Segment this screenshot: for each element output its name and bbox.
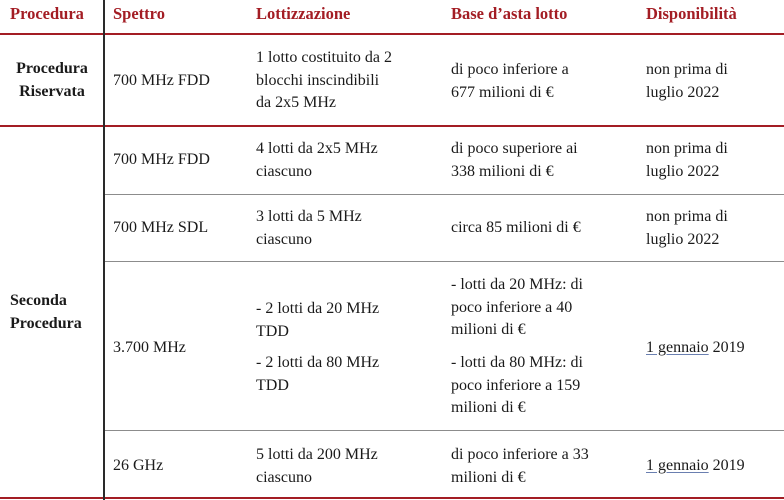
row4-disp-year: 2019	[708, 339, 745, 356]
row5-lottizzazione-line1: 5 lotti da 200 MHz	[256, 446, 378, 463]
row3-base-line1: circa 85 milioni di €	[451, 219, 581, 236]
row4-lottizzazione-a-line1: - 2 lotti da 20 MHz	[256, 300, 380, 317]
procedure-seconda-line2: Procedura	[10, 314, 82, 332]
header-procedura: Procedura	[10, 4, 84, 23]
row2-disp-line1: non prima di	[646, 140, 728, 157]
header-disponibilita: Disponibilità	[646, 4, 737, 23]
procedure-seconda	[10, 290, 82, 335]
row3-disponibilita	[646, 206, 728, 251]
row4-base-b	[451, 352, 583, 420]
row4-base-a	[451, 274, 583, 342]
row1-lottizzazione-line3: da 2x5 MHz	[256, 94, 336, 111]
row5-disponibilita	[646, 455, 745, 478]
row4-disponibilita	[646, 337, 745, 360]
row4-base-a-line3: milioni di €	[451, 321, 526, 338]
row5-spettro: 26 GHz	[113, 457, 164, 474]
row2-disp-line2: luglio 2022	[646, 162, 720, 180]
row1-base-line1: di poco inferiore a	[451, 61, 569, 78]
header-divider	[0, 33, 784, 35]
row4-lottizzazione-b	[256, 352, 379, 397]
row2-lottizzazione-line1: 4 lotti da 2x5 MHz	[256, 140, 378, 157]
row5-lottizzazione	[256, 444, 378, 489]
row4-lottizzazione-a	[256, 298, 379, 343]
procedure-riservata-line1: Procedura	[16, 60, 88, 77]
row1-lottizzazione-line2: blocchi inscindibili	[256, 71, 380, 89]
row1-base-line2: 677 milioni di €	[451, 83, 554, 101]
row1-lottizzazione	[256, 47, 392, 115]
row1-disp-line1: non prima di	[646, 61, 728, 78]
row1-base-asta	[451, 59, 569, 104]
row3-spettro: 700 MHz SDL	[113, 219, 209, 236]
row5-base-asta	[451, 444, 589, 489]
row-divider	[104, 194, 784, 195]
row1-disp-line2: luglio 2022	[646, 83, 720, 101]
header-lottizzazione: Lottizzazione	[256, 4, 351, 23]
row4-base-a-line1: - lotti da 20 MHz: di	[451, 276, 583, 293]
procedure-riservata-line2: Riservata	[19, 82, 85, 100]
row4-base-b-line1: - lotti da 80 MHz: di	[451, 354, 583, 371]
row5-base-line2: milioni di €	[451, 468, 526, 486]
row3-lottizzazione-line2: ciascuno	[256, 230, 312, 248]
row4-base-b-line3: milioni di €	[451, 399, 526, 416]
procedure-riservata	[0, 58, 104, 103]
table-bottom-border	[0, 497, 784, 499]
row2-spettro: 700 MHz FDD	[113, 151, 210, 168]
row3-lottizzazione-line1: 3 lotti da 5 MHz	[256, 208, 362, 225]
row3-base-asta	[451, 217, 581, 240]
header-base-asta: Base d’asta lotto	[451, 4, 568, 23]
row4-base-a-line2: poco inferiore a 40	[451, 298, 573, 316]
row1-spettro: 700 MHz FDD	[113, 72, 210, 89]
row2-disponibilita	[646, 138, 728, 183]
row5-disp-year: 2019	[708, 457, 745, 474]
row2-lottizzazione	[256, 138, 378, 183]
row4-lottizzazione-b-line2: TDD	[256, 376, 289, 394]
row5-base-line1: di poco inferiore a 33	[451, 446, 589, 463]
row4-lottizzazione-b-line1: - 2 lotti da 80 MHz	[256, 354, 380, 371]
header-spettro: Spettro	[113, 4, 165, 23]
row-divider	[104, 261, 784, 262]
procedure-seconda-line1: Seconda	[10, 292, 67, 309]
row5-disp-link[interactable]: 1 gennaio	[646, 457, 709, 474]
row4-spettro: 3.700 MHz	[113, 339, 186, 356]
section-divider	[0, 125, 784, 127]
row2-base-line1: di poco superiore ai	[451, 140, 578, 157]
row2-base-line2: 338 milioni di €	[451, 162, 554, 180]
row1-lottizzazione-line1: 1 lotto costituito da 2	[256, 49, 392, 66]
row3-disp-line2: luglio 2022	[646, 230, 720, 248]
row5-lottizzazione-line2: ciascuno	[256, 468, 312, 486]
row4-lottizzazione-a-line2: TDD	[256, 322, 289, 340]
row4-disp-link[interactable]: 1 gennaio	[646, 339, 709, 356]
row2-lottizzazione-line2: ciascuno	[256, 162, 312, 180]
row3-lottizzazione	[256, 206, 362, 251]
row2-base-asta	[451, 138, 578, 183]
row4-base-b-line2: poco inferiore a 159	[451, 376, 581, 394]
row-divider	[104, 430, 784, 431]
row3-disp-line1: non prima di	[646, 208, 728, 225]
row1-disponibilita	[646, 59, 728, 104]
